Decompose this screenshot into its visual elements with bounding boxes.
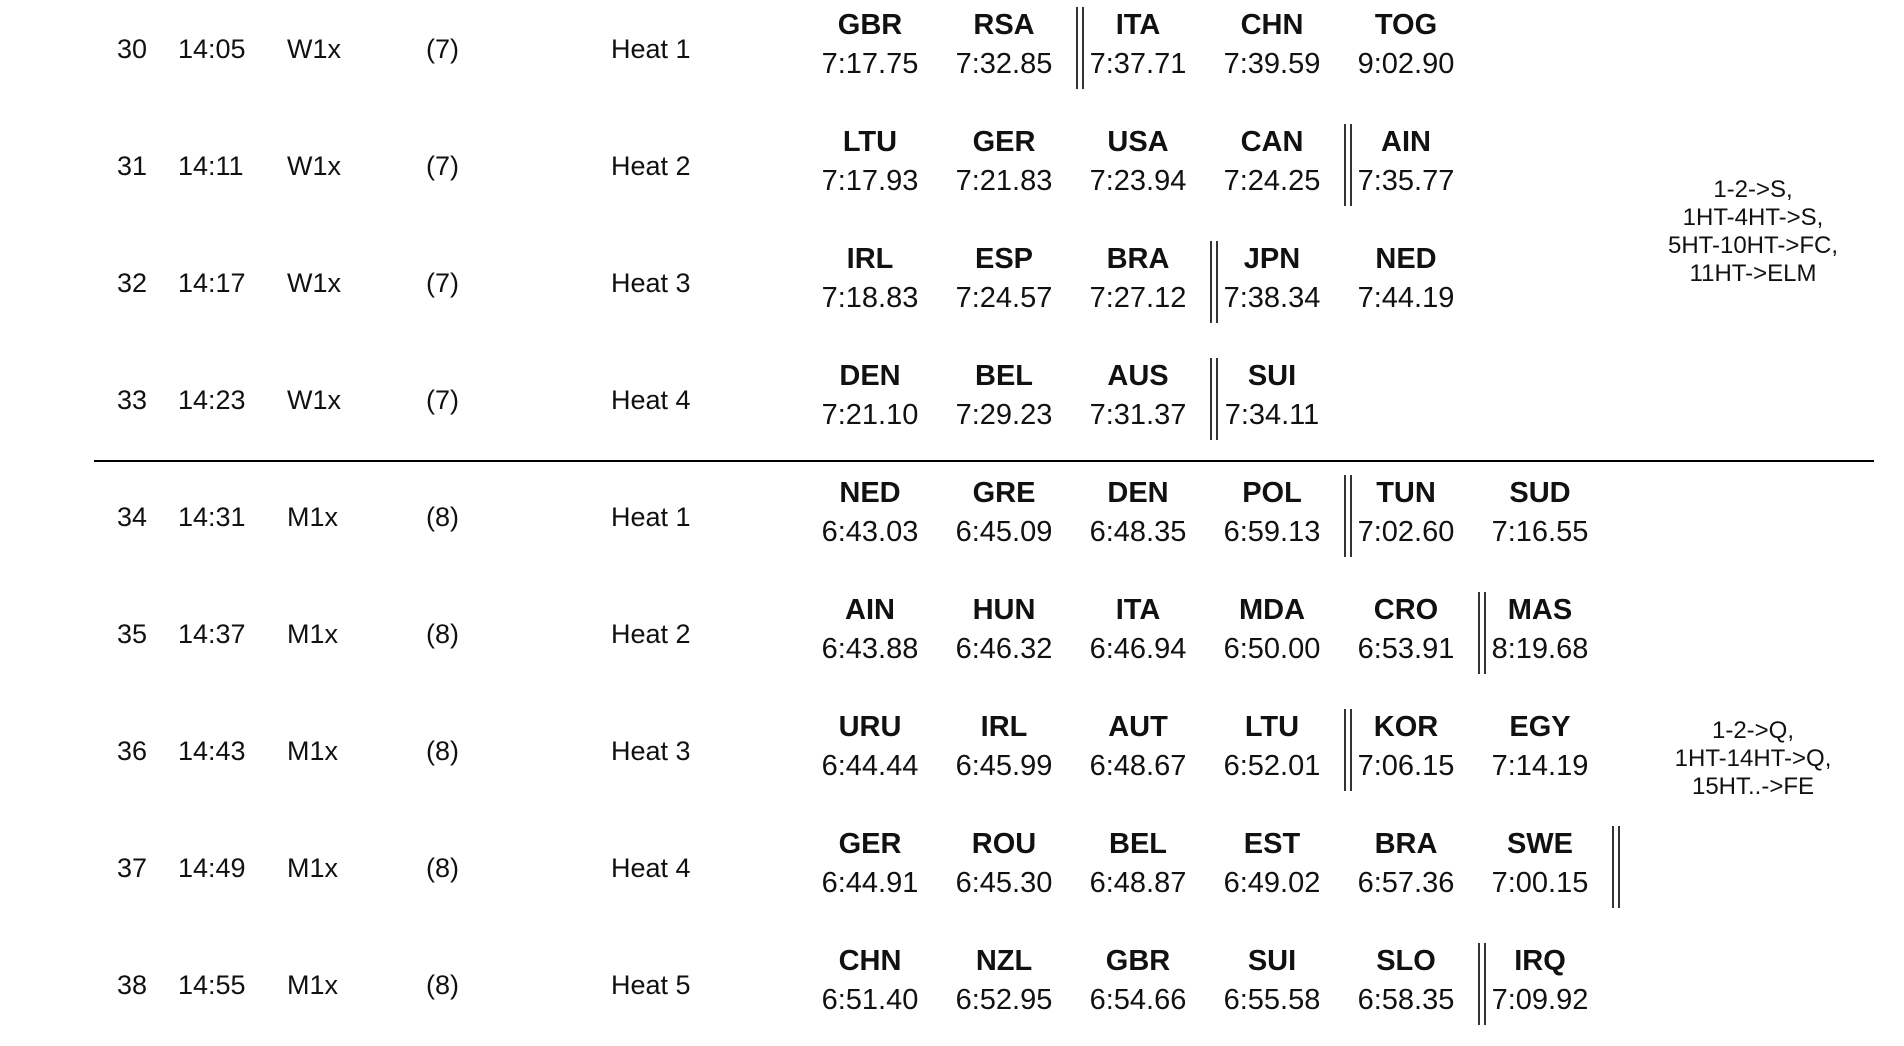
result-entry (1071, 11, 1205, 79)
country-code: HUN (972, 594, 1036, 626)
finish-time: 7:21.83 (955, 165, 1053, 197)
result-entry (803, 362, 937, 430)
country-code: IRQ (1514, 945, 1566, 977)
finish-time: 7:14.19 (1491, 750, 1589, 782)
finish-time: 7:35.77 (1357, 165, 1455, 197)
heat-label: Heat 4 (611, 385, 691, 415)
finish-time: 6:45.99 (955, 750, 1053, 782)
result-entry (803, 128, 937, 196)
result-entry (803, 479, 937, 547)
finish-time: 6:44.91 (821, 867, 919, 899)
race-row (0, 813, 1904, 929)
country-code: TUN (1376, 477, 1436, 509)
country-code: IRL (980, 711, 1028, 743)
result-entry (1205, 11, 1339, 79)
country-code: GER (972, 126, 1036, 158)
progression-rule: 11HT->ELM (1689, 260, 1817, 287)
finish-time: 6:48.35 (1089, 516, 1187, 548)
country-code: RSA (973, 9, 1035, 41)
country-code: BEL (1109, 828, 1167, 860)
race-time: 14:55 (178, 970, 246, 1000)
finish-time: 6:51.40 (821, 984, 919, 1016)
result-entry (803, 947, 937, 1015)
finish-time: 6:48.67 (1089, 750, 1187, 782)
race-row (0, 228, 1904, 344)
qualification-cut-line (1344, 709, 1352, 791)
qualification-cut-line (1612, 826, 1620, 908)
race-row (0, 111, 1904, 227)
finish-time: 7:21.10 (821, 399, 919, 431)
country-code: SUD (1509, 477, 1571, 509)
country-code: ROU (971, 828, 1037, 860)
finish-time: 7:27.12 (1089, 282, 1187, 314)
crew-count: (8) (426, 502, 459, 532)
result-entry (1339, 128, 1473, 196)
finish-time: 6:49.02 (1223, 867, 1321, 899)
result-entry (1473, 479, 1607, 547)
country-code: AUS (1107, 360, 1169, 392)
result-entry (1071, 713, 1205, 781)
race-time: 14:31 (178, 502, 246, 532)
country-code: KOR (1373, 711, 1439, 743)
crew-count: (8) (426, 619, 459, 649)
finish-time: 6:50.00 (1223, 633, 1321, 665)
finish-time: 6:46.32 (955, 633, 1053, 665)
finish-time: 7:29.23 (955, 399, 1053, 431)
result-entry (1205, 362, 1339, 430)
event-class: W1x (287, 385, 341, 415)
finish-time: 7:37.71 (1089, 48, 1187, 80)
country-code: CRO (1373, 594, 1439, 626)
race-number: 33 (117, 385, 148, 415)
country-code: SLO (1376, 945, 1436, 977)
result-entry (1473, 596, 1607, 664)
heat-label: Heat 3 (611, 268, 691, 298)
finish-time: 6:45.30 (955, 867, 1053, 899)
result-entry (1339, 947, 1473, 1015)
finish-time: 6:44.44 (821, 750, 919, 782)
result-entry (1339, 11, 1473, 79)
country-code: ITA (1115, 594, 1161, 626)
finish-time: 7:00.15 (1491, 867, 1589, 899)
finish-time: 7:44.19 (1357, 282, 1455, 314)
race-row (0, 930, 1904, 1046)
heat-label: Heat 3 (611, 736, 691, 766)
race-row (0, 462, 1904, 578)
race-time: 14:11 (178, 151, 244, 181)
race-number: 35 (117, 619, 148, 649)
finish-time: 6:46.94 (1089, 633, 1187, 665)
result-entry (1205, 596, 1339, 664)
country-code: CAN (1240, 126, 1304, 158)
result-entry (1071, 947, 1205, 1015)
finish-time: 6:53.91 (1357, 633, 1455, 665)
crew-count: (8) (426, 970, 459, 1000)
result-entry (1205, 713, 1339, 781)
result-entry (1339, 479, 1473, 547)
result-entry (1473, 830, 1607, 898)
finish-time: 7:18.83 (821, 282, 919, 314)
qualification-cut-line (1344, 475, 1352, 557)
qualification-cut-line (1344, 124, 1352, 206)
progression-rule: 5HT-10HT->FC, (1667, 232, 1839, 259)
race-number: 37 (117, 853, 148, 883)
result-entry (1339, 830, 1473, 898)
country-code: NED (1375, 243, 1437, 275)
country-code: BRA (1106, 243, 1170, 275)
progression-rule: 1HT-4HT->S, (1682, 204, 1824, 231)
heat-label: Heat 4 (611, 853, 691, 883)
country-code: DEN (839, 360, 901, 392)
race-time: 14:49 (178, 853, 246, 883)
qualification-cut-line (1478, 943, 1486, 1025)
result-entry (1071, 479, 1205, 547)
result-entry (937, 362, 1071, 430)
result-entry (937, 947, 1071, 1015)
race-time: 14:37 (178, 619, 246, 649)
result-entry (1071, 830, 1205, 898)
event-class: W1x (287, 268, 341, 298)
result-entry (803, 245, 937, 313)
progression-rule: 1-2->S, (1713, 176, 1793, 203)
race-number: 31 (117, 151, 148, 181)
finish-time: 7:34.11 (1224, 399, 1320, 431)
race-time: 14:23 (178, 385, 246, 415)
progression-rule: 15HT..->FE (1691, 773, 1815, 800)
event-class: W1x (287, 34, 341, 64)
country-code: GRE (972, 477, 1036, 509)
qualification-cut-line (1076, 7, 1084, 89)
qualification-cut-line (1210, 358, 1218, 440)
qualification-cut-line (1210, 241, 1218, 323)
country-code: GER (838, 828, 902, 860)
race-time: 14:17 (178, 268, 246, 298)
result-entry (1339, 713, 1473, 781)
result-entry (1071, 596, 1205, 664)
finish-time: 7:38.34 (1223, 282, 1321, 314)
finish-time: 7:31.37 (1089, 399, 1187, 431)
crew-count: (7) (426, 385, 459, 415)
progression-rule: 1HT-14HT->Q, (1674, 745, 1832, 772)
heat-label: Heat 2 (611, 151, 691, 181)
finish-time: 6:55.58 (1223, 984, 1321, 1016)
result-entry (937, 11, 1071, 79)
finish-time: 6:59.13 (1223, 516, 1321, 548)
race-number: 36 (117, 736, 148, 766)
country-code: GBR (837, 9, 903, 41)
event-class: M1x (287, 502, 339, 532)
country-code: BEL (975, 360, 1033, 392)
result-entry (1339, 245, 1473, 313)
finish-time: 7:24.57 (955, 282, 1053, 314)
result-entry (803, 11, 937, 79)
heat-label: Heat 1 (611, 502, 691, 532)
result-entry (937, 245, 1071, 313)
country-code: BRA (1374, 828, 1438, 860)
result-entry (803, 830, 937, 898)
race-row (0, 579, 1904, 695)
finish-time: 7:24.25 (1223, 165, 1321, 197)
race-time: 14:05 (178, 34, 246, 64)
country-code: GBR (1105, 945, 1171, 977)
race-row (0, 345, 1904, 461)
finish-time: 6:45.09 (955, 516, 1053, 548)
country-code: DEN (1107, 477, 1169, 509)
country-code: JPN (1243, 243, 1301, 275)
race-row (0, 0, 1904, 110)
finish-time: 6:57.36 (1357, 867, 1455, 899)
race-number: 34 (117, 502, 148, 532)
crew-count: (8) (426, 853, 459, 883)
crew-count: (7) (426, 151, 459, 181)
country-code: MDA (1238, 594, 1306, 626)
country-code: EST (1243, 828, 1301, 860)
result-entry (1205, 947, 1339, 1015)
result-entry (1473, 947, 1607, 1015)
finish-time: 7:32.85 (955, 48, 1053, 80)
event-class: M1x (287, 970, 339, 1000)
result-entry (803, 596, 937, 664)
country-code: CHN (838, 945, 902, 977)
result-entry (1205, 830, 1339, 898)
result-entry (803, 713, 937, 781)
result-entry (937, 479, 1071, 547)
country-code: SUI (1247, 945, 1297, 977)
finish-time: 6:54.66 (1089, 984, 1187, 1016)
result-entry (937, 128, 1071, 196)
race-row (0, 696, 1904, 812)
finish-time: 6:52.95 (955, 984, 1053, 1016)
country-code: NZL (975, 945, 1033, 977)
result-entry (1071, 245, 1205, 313)
heat-label: Heat 2 (611, 619, 691, 649)
finish-time: 6:43.88 (821, 633, 919, 665)
country-code: CHN (1240, 9, 1304, 41)
crew-count: (7) (426, 268, 459, 298)
event-class: M1x (287, 619, 339, 649)
country-code: USA (1107, 126, 1169, 158)
country-code: AIN (845, 594, 895, 626)
country-code: LTU (842, 126, 898, 158)
country-code: POL (1242, 477, 1302, 509)
finish-time: 7:16.55 (1491, 516, 1589, 548)
heat-label: Heat 5 (611, 970, 691, 1000)
finish-time: 7:06.15 (1357, 750, 1455, 782)
finish-time: 6:58.35 (1357, 984, 1455, 1016)
country-code: IRL (846, 243, 894, 275)
country-code: ITA (1115, 9, 1161, 41)
race-number: 32 (117, 268, 148, 298)
progression-rule: 1-2->Q, (1711, 717, 1795, 744)
country-code: SWE (1506, 828, 1574, 860)
finish-time: 7:17.93 (821, 165, 919, 197)
country-code: URU (838, 711, 902, 743)
race-number: 30 (117, 34, 148, 64)
country-code: AUT (1108, 711, 1168, 743)
result-entry (1205, 479, 1339, 547)
race-time: 14:43 (178, 736, 246, 766)
country-code: TOG (1374, 9, 1438, 41)
country-code: ESP (974, 243, 1034, 275)
country-code: AIN (1381, 126, 1431, 158)
finish-time: 6:48.87 (1089, 867, 1187, 899)
finish-time: 7:09.92 (1491, 984, 1589, 1016)
finish-time: 7:39.59 (1223, 48, 1321, 80)
country-code: NED (839, 477, 901, 509)
result-entry (1473, 713, 1607, 781)
finish-time: 7:02.60 (1357, 516, 1455, 548)
event-class: M1x (287, 853, 339, 883)
result-entry (1205, 245, 1339, 313)
result-entry (1071, 128, 1205, 196)
finish-time: 7:17.75 (821, 48, 919, 80)
finish-time: 8:19.68 (1491, 633, 1589, 665)
finish-time: 6:52.01 (1223, 750, 1321, 782)
result-entry (1205, 128, 1339, 196)
qualification-cut-line (1478, 592, 1486, 674)
event-class: M1x (287, 736, 339, 766)
crew-count: (8) (426, 736, 459, 766)
country-code: LTU (1244, 711, 1300, 743)
country-code: MAS (1507, 594, 1573, 626)
country-code: SUI (1247, 360, 1297, 392)
finish-time: 9:02.90 (1357, 48, 1455, 80)
result-entry (1339, 596, 1473, 664)
crew-count: (7) (426, 34, 459, 64)
result-entry (1071, 362, 1205, 430)
finish-time: 7:23.94 (1089, 165, 1187, 197)
result-entry (937, 596, 1071, 664)
heat-label: Heat 1 (611, 34, 691, 64)
result-entry (937, 830, 1071, 898)
finish-time: 6:43.03 (821, 516, 919, 548)
event-class: W1x (287, 151, 341, 181)
country-code: EGY (1509, 711, 1571, 743)
result-entry (937, 713, 1071, 781)
race-number: 38 (117, 970, 148, 1000)
